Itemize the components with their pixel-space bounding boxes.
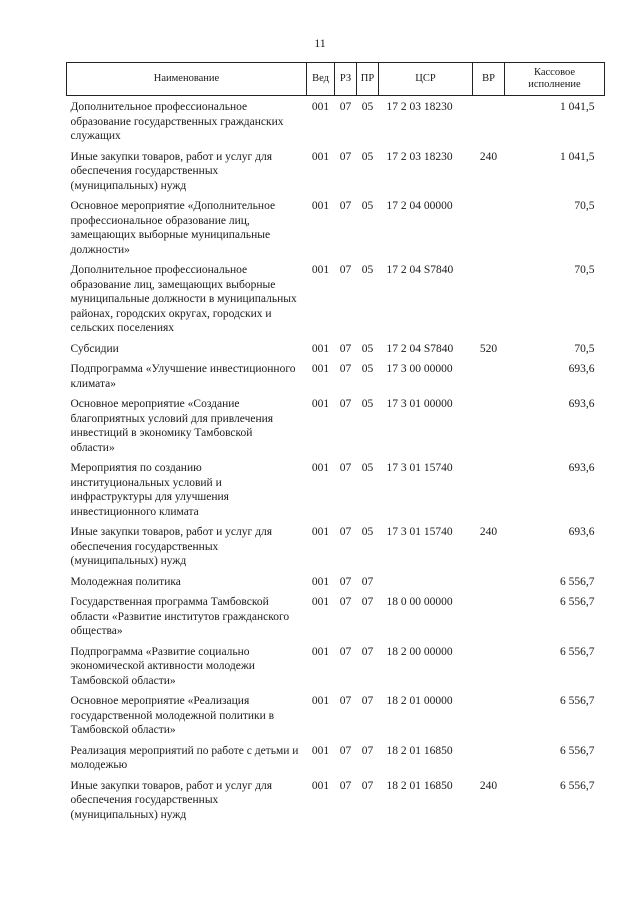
row-vr bbox=[473, 358, 505, 393]
row-csr: 18 2 00 00000 bbox=[386, 645, 453, 658]
row-rz: 07 bbox=[339, 101, 352, 113]
row-vr bbox=[473, 393, 505, 457]
row-ved: 001 bbox=[311, 342, 330, 355]
row-pr: 05 bbox=[361, 526, 374, 538]
row-vr: 240 bbox=[479, 526, 498, 538]
row-rz: 07 bbox=[339, 200, 352, 212]
table-row bbox=[67, 457, 605, 521]
row-vr bbox=[473, 690, 505, 740]
header-pr: ПР bbox=[357, 63, 379, 96]
row-ved: 001 bbox=[311, 779, 330, 792]
row-ved: 001 bbox=[311, 575, 330, 588]
header-vr: ВР bbox=[473, 63, 505, 96]
row-name: Основное мероприятие «Создание благоприятных условий для привлечения инвестиций в экономику Тамбовской области» bbox=[70, 398, 274, 454]
row-sum: 70,5 bbox=[574, 200, 595, 212]
row-pr: 07 bbox=[361, 575, 374, 588]
row-ved: 001 bbox=[311, 264, 330, 276]
row-pr: 05 bbox=[361, 398, 374, 410]
table-row bbox=[67, 740, 605, 775]
row-pr: 07 bbox=[361, 695, 374, 707]
row-sum: 6 556,7 bbox=[560, 645, 595, 658]
page-number: 11 bbox=[314, 36, 326, 50]
row-sum: 1 041,5 bbox=[560, 101, 595, 113]
row-vr bbox=[473, 591, 505, 641]
row-name: Мероприятия по созданию институциональных условий и инфраструктуры для улучшения инвестиционного климата bbox=[70, 462, 229, 518]
table-row bbox=[67, 571, 605, 592]
row-csr: 17 3 01 15740 bbox=[386, 526, 453, 538]
row-ved: 001 bbox=[311, 398, 330, 410]
row-name: Субсидии bbox=[70, 342, 119, 355]
row-pr: 07 bbox=[361, 779, 374, 792]
row-csr: 17 3 00 00000 bbox=[386, 363, 453, 375]
row-sum: 70,5 bbox=[574, 264, 595, 276]
row-sum: 70,5 bbox=[574, 342, 595, 355]
row-rz: 07 bbox=[339, 645, 352, 658]
row-vr: 240 bbox=[479, 150, 498, 163]
table-row bbox=[67, 690, 605, 740]
row-sum: 693,6 bbox=[568, 526, 595, 538]
row-sum: 6 556,7 bbox=[560, 695, 595, 707]
row-rz: 07 bbox=[339, 744, 352, 757]
row-csr: 17 2 03 18230 bbox=[386, 101, 453, 113]
row-vr bbox=[473, 571, 505, 592]
table-row bbox=[67, 521, 605, 571]
row-ved: 001 bbox=[311, 526, 330, 538]
row-pr: 05 bbox=[361, 462, 374, 474]
table-row bbox=[67, 591, 605, 641]
row-rz: 07 bbox=[339, 342, 352, 355]
header-sum: Кассовое исполнение bbox=[505, 63, 605, 96]
row-rz: 07 bbox=[339, 150, 352, 163]
row-ved: 001 bbox=[311, 462, 330, 474]
row-sum: 6 556,7 bbox=[560, 779, 595, 792]
row-ved: 001 bbox=[311, 150, 330, 163]
table-row bbox=[67, 393, 605, 457]
table-row bbox=[67, 146, 605, 196]
row-ved: 001 bbox=[311, 695, 330, 707]
row-ved: 001 bbox=[311, 363, 330, 375]
row-vr bbox=[473, 641, 505, 691]
row-ved: 001 bbox=[311, 200, 330, 212]
row-sum: 6 556,7 bbox=[560, 596, 595, 608]
row-vr: 240 bbox=[479, 779, 498, 792]
row-name: Дополнительное профессиональное образование государственных гражданских служащих bbox=[70, 101, 284, 142]
header-ved: Вед bbox=[307, 63, 335, 96]
row-pr: 05 bbox=[361, 150, 374, 163]
row-rz: 07 bbox=[339, 462, 352, 474]
row-name: Иные закупки товаров, работ и услуг для обеспечения государственных (муниципальных) нужд bbox=[70, 526, 272, 567]
table-row bbox=[67, 338, 605, 359]
row-sum: 693,6 bbox=[568, 398, 595, 410]
row-pr: 05 bbox=[361, 200, 374, 212]
table-row bbox=[67, 775, 605, 825]
row-name: Дополнительное профессиональное образование лиц, замещающих выборные муниципальные должности в муниципальных районах, городских округах, городских и сельских поселениях bbox=[70, 264, 297, 334]
row-pr: 07 bbox=[361, 645, 374, 658]
row-pr: 05 bbox=[361, 342, 374, 355]
row-sum: 693,6 bbox=[568, 462, 595, 474]
table-header-row bbox=[67, 63, 605, 96]
row-sum: 6 556,7 bbox=[560, 575, 595, 588]
row-name: Иные закупки товаров, работ и услуг для обеспечения государственных (муниципальных) нужд bbox=[70, 150, 272, 192]
row-rz: 07 bbox=[339, 575, 352, 588]
header-csr: ЦСР bbox=[379, 63, 473, 96]
row-vr: 520 bbox=[479, 342, 498, 355]
table-row bbox=[67, 259, 605, 338]
table-row bbox=[67, 195, 605, 259]
row-pr: 05 bbox=[361, 363, 374, 375]
row-ved: 001 bbox=[311, 645, 330, 658]
row-csr: 18 2 01 00000 bbox=[386, 695, 453, 707]
row-rz: 07 bbox=[339, 596, 352, 608]
row-name: Молодежная политика bbox=[70, 575, 181, 588]
row-rz: 07 bbox=[339, 779, 352, 792]
header-name: Наименование bbox=[67, 63, 307, 96]
row-csr: 17 2 04 S7840 bbox=[386, 342, 454, 355]
row-rz: 07 bbox=[339, 363, 352, 375]
table-row bbox=[67, 641, 605, 691]
row-csr: 17 3 01 00000 bbox=[386, 398, 453, 410]
row-name: Основное мероприятие «Реализация государственной молодежной политики в Тамбовской области» bbox=[70, 695, 275, 736]
row-rz: 07 bbox=[339, 398, 352, 410]
row-rz: 07 bbox=[339, 526, 352, 538]
row-csr: 17 3 01 15740 bbox=[386, 462, 453, 474]
row-rz: 07 bbox=[339, 695, 352, 707]
row-pr: 05 bbox=[361, 264, 374, 276]
row-csr: 18 0 00 00000 bbox=[386, 596, 453, 608]
row-name: Подпрограмма «Улучшение инвестиционного климата» bbox=[70, 363, 296, 390]
row-vr bbox=[473, 195, 505, 259]
row-csr: 17 2 03 18230 bbox=[386, 150, 453, 163]
row-pr: 07 bbox=[361, 596, 374, 608]
row-sum: 1 041,5 bbox=[560, 150, 595, 163]
row-sum: 6 556,7 bbox=[560, 744, 595, 757]
row-vr bbox=[473, 457, 505, 521]
row-name: Иные закупки товаров, работ и услуг для обеспечения государственных (муниципальных) нужд bbox=[70, 779, 272, 821]
row-name: Государственная программа Тамбовской области «Развитие институтов гражданского общества» bbox=[70, 596, 290, 637]
row-csr: 18 2 01 16850 bbox=[386, 744, 453, 757]
row-csr: 17 2 04 00000 bbox=[386, 200, 453, 212]
row-name: Реализация мероприятий по работе с детьми и молодежью bbox=[70, 744, 299, 771]
row-csr bbox=[379, 571, 473, 592]
table-row bbox=[67, 96, 605, 146]
row-csr: 17 2 04 S7840 bbox=[386, 264, 454, 276]
row-name: Подпрограмма «Развитие социально экономической активности молодежи Тамбовской области» bbox=[70, 645, 255, 687]
row-ved: 001 bbox=[311, 101, 330, 113]
row-pr: 07 bbox=[361, 744, 374, 757]
row-vr bbox=[473, 740, 505, 775]
row-vr bbox=[473, 96, 505, 146]
row-ved: 001 bbox=[311, 744, 330, 757]
row-vr bbox=[473, 259, 505, 338]
budget-table bbox=[66, 62, 605, 824]
row-name: Основное мероприятие «Дополнительное профессиональное образование лиц, замещающих выборные муниципальные должности» bbox=[70, 200, 276, 256]
table-row bbox=[67, 358, 605, 393]
row-rz: 07 bbox=[339, 264, 352, 276]
row-ved: 001 bbox=[311, 596, 330, 608]
row-csr: 18 2 01 16850 bbox=[386, 779, 453, 792]
header-rz: РЗ bbox=[335, 63, 357, 96]
row-pr: 05 bbox=[361, 101, 374, 113]
row-sum: 693,6 bbox=[568, 363, 595, 375]
table-body bbox=[67, 96, 605, 825]
